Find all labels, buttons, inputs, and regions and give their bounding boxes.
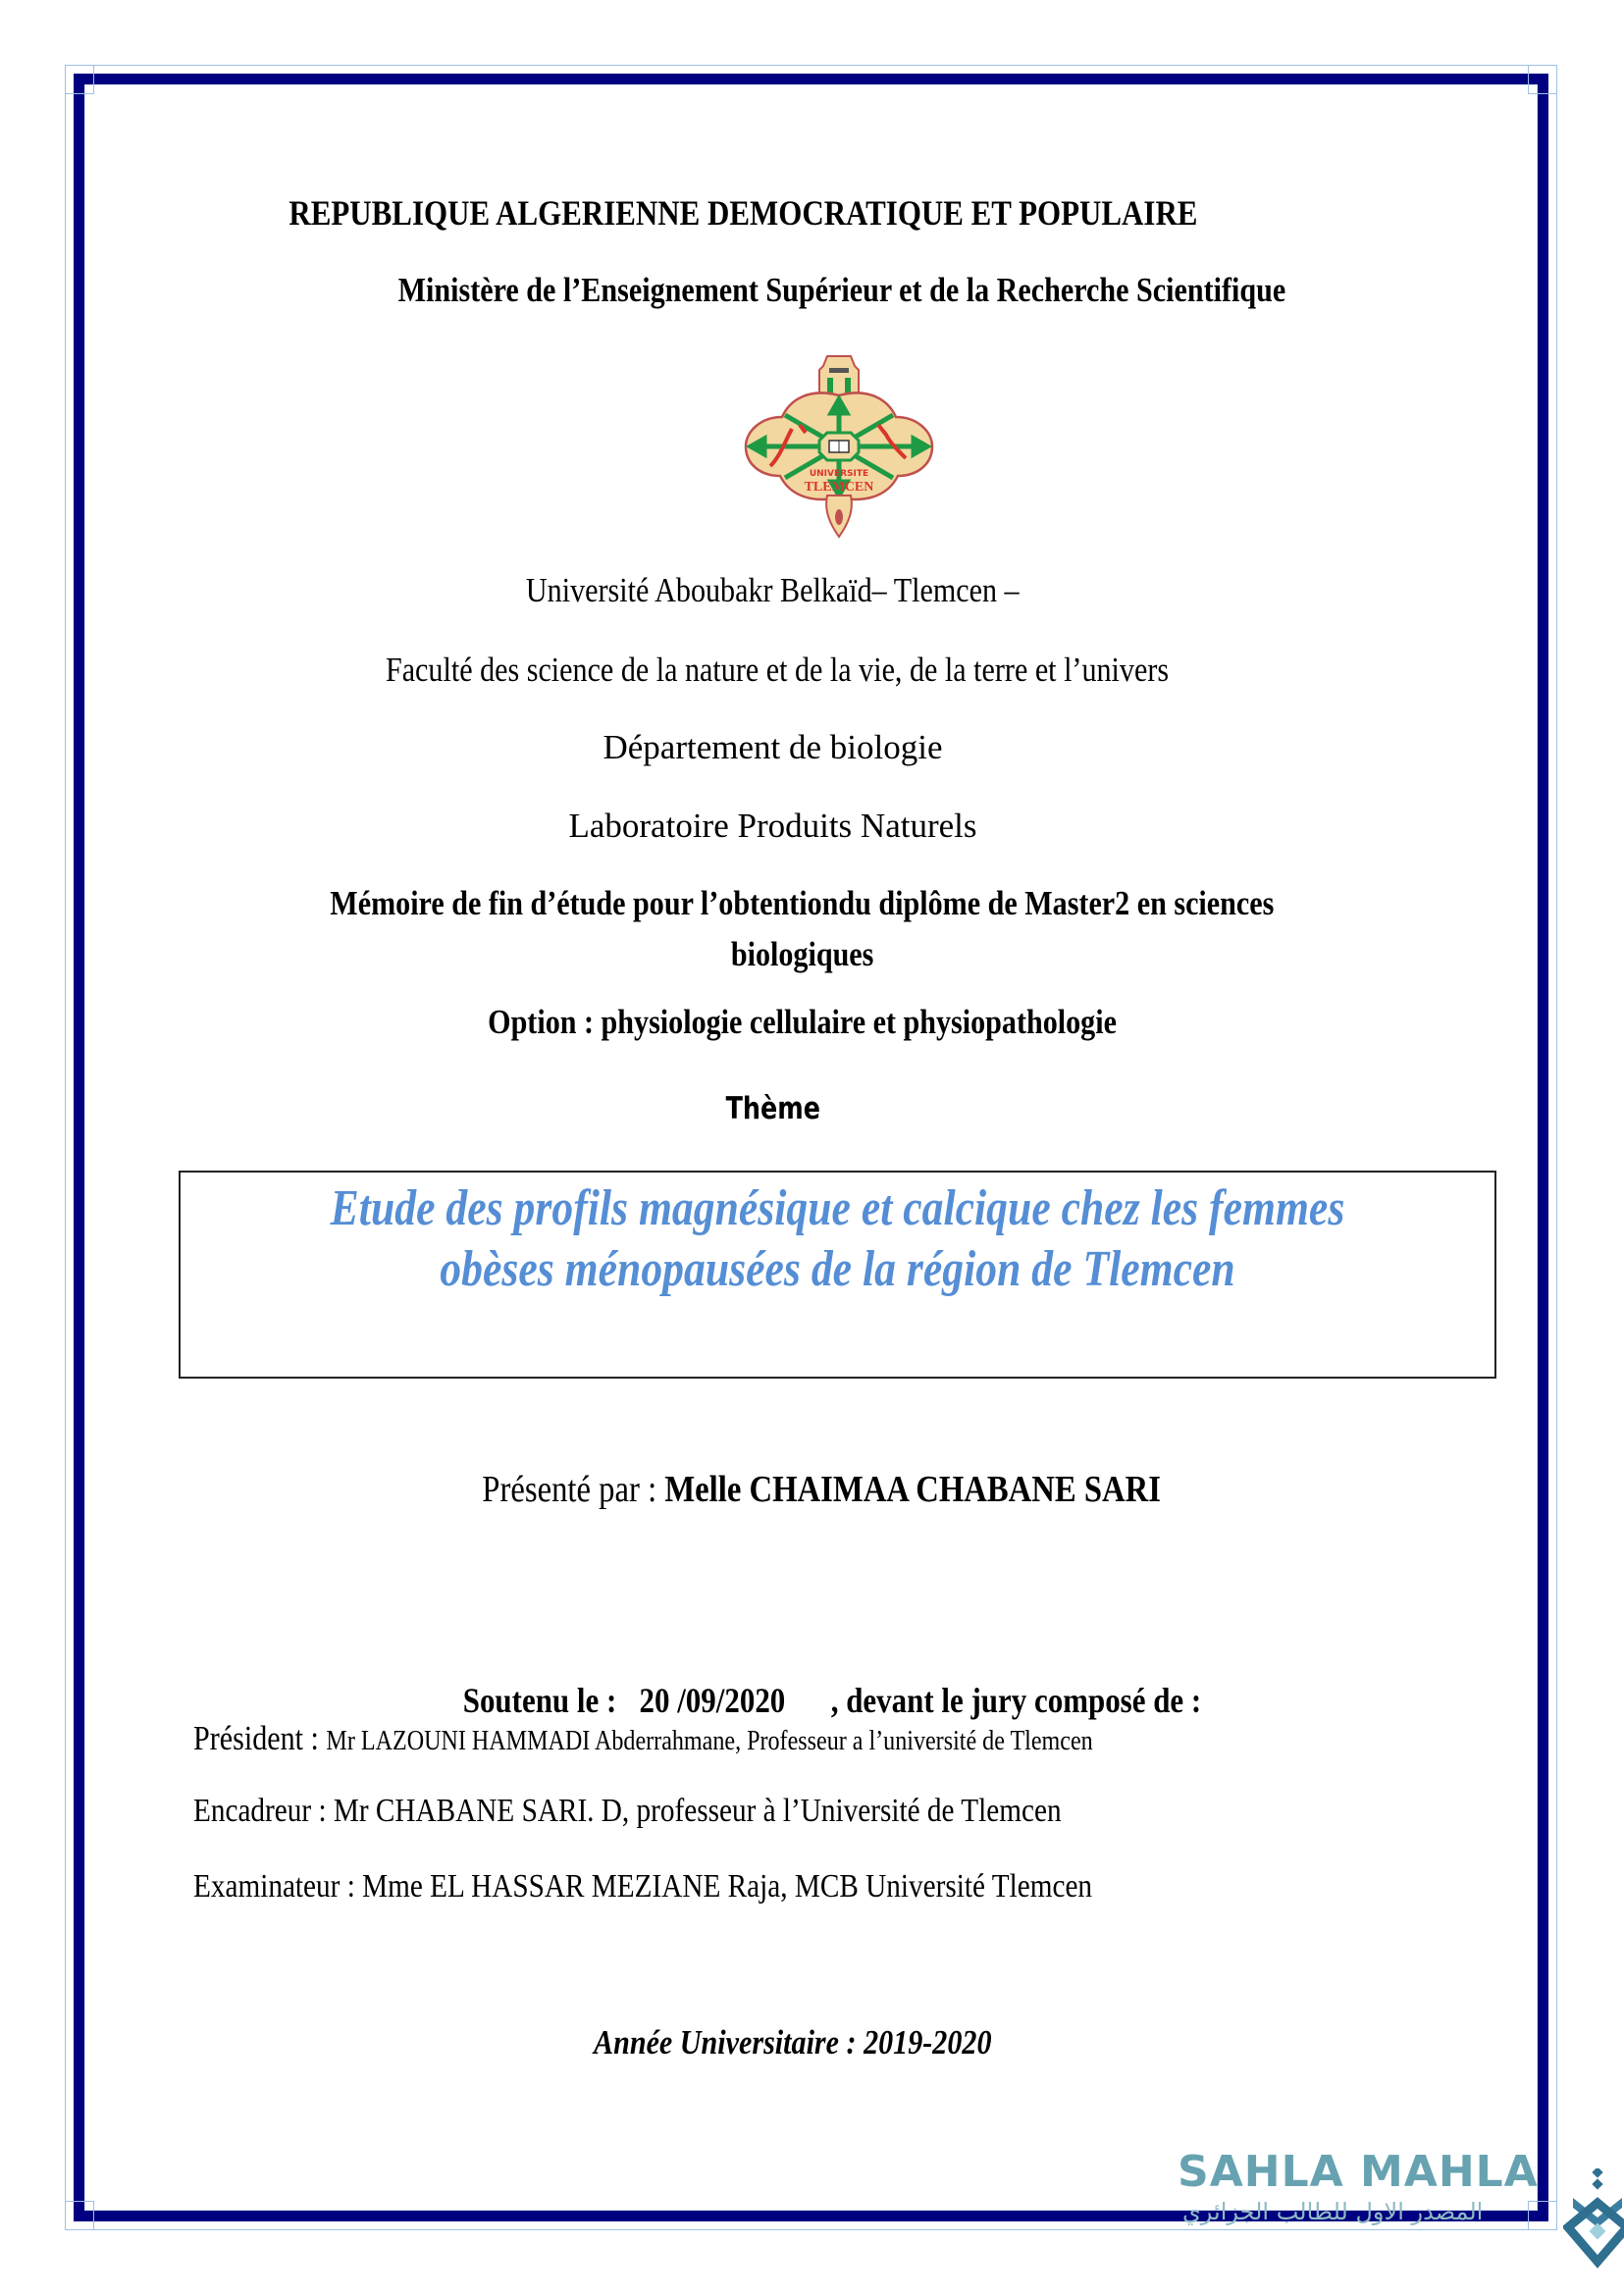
- sahla-mahla-watermark: [1178, 2139, 1624, 2247]
- faculty-name-text: Faculté des science de la nature et de la vie, de la terre et l’univers: [386, 651, 1170, 689]
- jury-role: Examinateur :: [193, 1868, 363, 1905]
- defense-suffix: , devant le jury composé de :: [785, 1681, 1202, 1720]
- theme-label: [0, 1091, 1585, 1126]
- svg-text:TLEMCEN: TLEMCEN: [804, 480, 874, 495]
- border-corner-bottom-left: [65, 2201, 94, 2230]
- university-name: [0, 571, 1585, 610]
- thesis-description: [0, 878, 1614, 980]
- defense-label: Soutenu le :: [462, 1681, 640, 1720]
- border-corner-top-right: [1528, 65, 1557, 94]
- svg-text:UNIVERSITE: UNIVERSITE: [809, 469, 869, 479]
- university-logo-icon: [741, 348, 937, 540]
- department-name-text: Département de biologie: [602, 728, 943, 766]
- thesis-title-text: Etude des profils magnésique et calcique chez les femmes obèses ménopausées de la région de Tlemcen: [330, 1180, 1345, 1297]
- jury-member: Mr LAZOUNI HAMMADI Abderrahmane, Professeur a l’université de Tlemcen: [326, 1726, 1093, 1756]
- jury-member: Mme EL HASSAR MEZIANE Raja, MCB Université Tlemcen: [362, 1868, 1093, 1905]
- watermark-logo-icon: [1563, 2168, 1624, 2276]
- watermark-title: SAHLA MAHLA: [1178, 2147, 1539, 2197]
- department-name: [0, 728, 1585, 767]
- presenter-label: Présenté par :: [482, 1469, 665, 1510]
- thesis-description-line2: biologiques: [730, 935, 874, 973]
- watermark-subtitle: المصدر الاول للطالب الجزائري: [1182, 2198, 1484, 2225]
- jury-member: Mr CHABANE SARI. D, professeur à l’Université de Tlemcen: [333, 1793, 1062, 1829]
- option-line: [0, 1003, 1614, 1042]
- jury-president: [193, 1719, 1239, 1758]
- jury-role: Président :: [193, 1719, 327, 1757]
- presenter-name: Melle CHAIMAA CHABANE SARI: [664, 1469, 1162, 1510]
- option-text: Option : physiologie cellulaire et physiopathologie: [488, 1003, 1117, 1041]
- jury-examiner: [193, 1868, 1238, 1905]
- academic-year: [0, 2023, 1604, 2062]
- republic-heading-text: REPUBLIQUE ALGERIENNE DEMOCRATIQUE ET POPULAIRE: [288, 193, 1198, 233]
- laboratory-name-text: Laboratoire Produits Naturels: [568, 807, 977, 845]
- ministry-heading-text: Ministère de l’Enseignement Supérieur et de la Recherche Scientifique: [397, 271, 1285, 309]
- academic-year-text: Année Universitaire : 2019-2020: [593, 2023, 992, 2061]
- ministry-heading: [29, 271, 1624, 310]
- presenter-line: [10, 1468, 1624, 1511]
- faculty-name: [0, 651, 1590, 690]
- jury-supervisor: [193, 1793, 1203, 1830]
- border-corner-top-left: [65, 65, 94, 94]
- thesis-title-box: [179, 1171, 1496, 1379]
- university-name-text: Université Aboubakr Belkaïd– Tlemcen –: [526, 571, 1020, 609]
- defense-date: 20 /09/2020: [639, 1681, 786, 1720]
- republic-heading: [0, 192, 1555, 234]
- jury-role: Encadreur :: [193, 1793, 334, 1829]
- thesis-title: [181, 1178, 1494, 1300]
- thesis-description-line1: Mémoire de fin d’étude pour l’obtentiondu diplôme de Master2 en sciences: [330, 884, 1275, 922]
- theme-label-text: Thème: [725, 1091, 820, 1126]
- laboratory-name: [0, 807, 1585, 846]
